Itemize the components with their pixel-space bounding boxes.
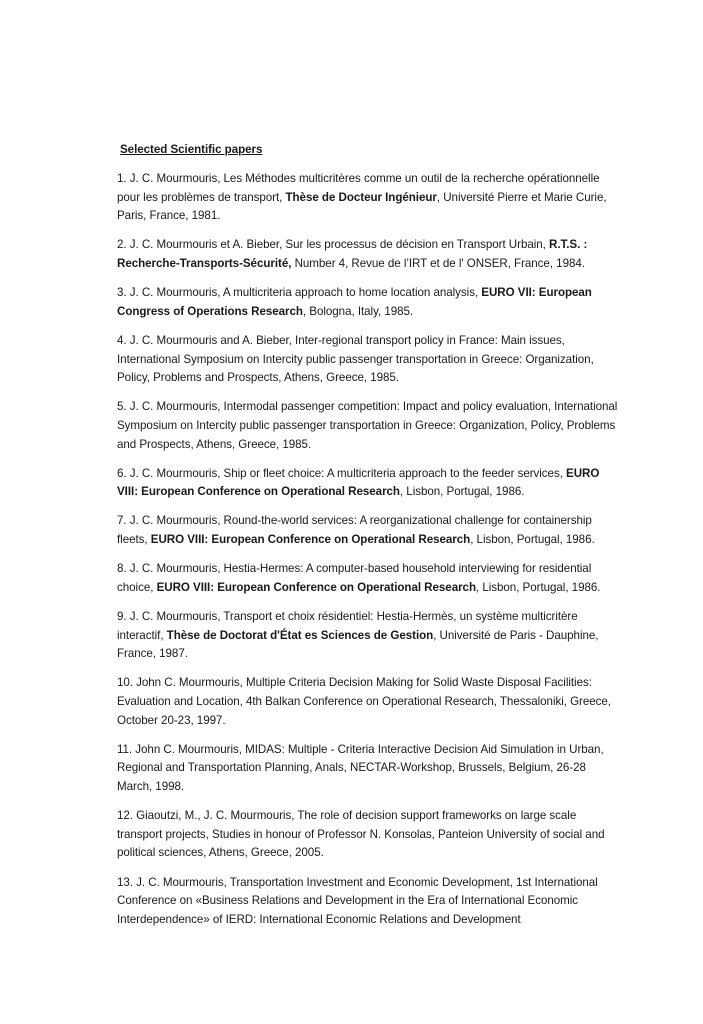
paper-entry — [117, 674, 622, 730]
paper-entry — [117, 170, 622, 226]
paper-venue-bold: EURO VII: European Congress of Operations Research — [117, 286, 592, 318]
paper-entry — [117, 741, 622, 797]
paper-entry — [117, 512, 622, 549]
paper-text: 9. J. C. Mourmouris, Transport et choix résidentiel: Hestia-Hermès, un système multicritère interactif, — [117, 610, 578, 642]
paper-entry — [117, 807, 622, 863]
paper-entry — [117, 332, 622, 388]
paper-text: , Lisbon, Portugal, 1986. — [399, 485, 525, 499]
paper-text: 2. J. C. Mourmouris et A. Bieber, Sur les processus de décision en Transport Urbain, — [117, 238, 550, 252]
paper-text: , Bologna, Italy, 1985. — [302, 304, 414, 318]
document-content — [117, 141, 622, 940]
paper-entry — [117, 560, 622, 597]
paper-venue-bold: EURO VIII: European Conference on Operational Research — [117, 466, 600, 499]
paper-text: 13. J. C. Mourmouris, Transportation Investment and Economic Development, 1st International Conference on «Business Relations and Development in the Era of International Economic Interdependence» of IERD: International Economic Relations and Development — [117, 875, 598, 926]
paper-list — [117, 170, 622, 929]
paper-entry — [117, 398, 622, 454]
paper-text: , Lisbon, Portugal, 1986. — [476, 580, 601, 594]
paper-text: 5. J. C. Mourmouris, Intermodal passenger competition: Impact and policy evaluation, International Symposium on Intercity public passenger transportation in Greece: Organization, Policy, Problems and Prospects, Athens, Greece, 1985. — [117, 400, 618, 451]
paper-text: 3. J. C. Mourmouris, A multicriteria approach to home location analysis, — [117, 286, 482, 300]
paper-text: 4. J. C. Mourmouris and A. Bieber, Inter-regional transport policy in France: Main issues, International Symposium on Intercity public passenger transportation in Greece: Organization, Policy, Problems and Prospects, Athens, Greece, 1985. — [117, 333, 594, 385]
paper-entry — [117, 284, 622, 321]
paper-venue-bold: R.T.S. : Recherche-Transports-Sécurité, — [117, 238, 588, 270]
paper-venue-bold: Thèse de Doctorat d'État es Sciences de Gestion — [166, 628, 434, 642]
paper-text: , Université de Paris - Dauphine, France, 1987. — [117, 628, 599, 661]
paper-venue-bold: EURO VIII: European Conference on Operational Research — [150, 533, 471, 547]
paper-venue-bold: Thèse de Docteur Ingénieur — [285, 190, 437, 204]
paper-text: 1. J. C. Mourmouris, Les Méthodes multicritères comme un outil de la recherche opérationnelle pour les problèmes de transport, — [117, 172, 600, 204]
paper-text: , Université Pierre et Marie Curie, Paris, France, 1981. — [117, 190, 607, 223]
paper-text: 8. J. C. Mourmouris, Hestia-Hermes: A computer-based household interviewing for residential choice, — [117, 562, 592, 594]
paper-text: , Lisbon, Portugal, 1986. — [470, 533, 595, 547]
paper-text: 11. John C. Mourmouris, MIDAS: Multiple - Criteria Interactive Decision Aid Simulation in Urban, Regional and Transportation Planning, Anals, NECTAR-Workshop, Brussels, Belgium, 26-28 March, 1998. — [117, 742, 604, 793]
paper-text: 6. J. C. Mourmouris, Ship or fleet choice: A multicriteria approach to the feeder services, — [117, 466, 567, 480]
paper-entry — [117, 236, 622, 273]
paper-text: Number 4, Revue de l’IRT et de l' ONSER, France, 1984. — [291, 256, 585, 270]
paper-text: 12. Giaoutzi, M., J. C. Mourmouris, The role of decision support frameworks on large scale transport projects, Studies in honour of Professor N. Konsolas, Panteion University of social and political sciences, Athens, Greece, 2005. — [117, 809, 605, 860]
paper-entry — [117, 465, 622, 502]
paper-text: 10. John C. Mourmouris, Multiple Criteria Decision Making for Solid Waste Disposal Facilities: Evaluation and Location, 4th Balkan Conference on Operational Research, Thessaloniki, Greece, October 20-23, 1997. — [117, 676, 611, 727]
paper-entry — [117, 874, 622, 930]
paper-entry — [117, 608, 622, 664]
paper-venue-bold: EURO VIII: European Conference on Operational Research — [156, 580, 476, 594]
paper-text: 7. J. C. Mourmouris, Round-the-world services: A reorganizational challenge for containership fleets, — [117, 514, 592, 547]
section-heading: Selected Scientific papers — [120, 143, 263, 156]
